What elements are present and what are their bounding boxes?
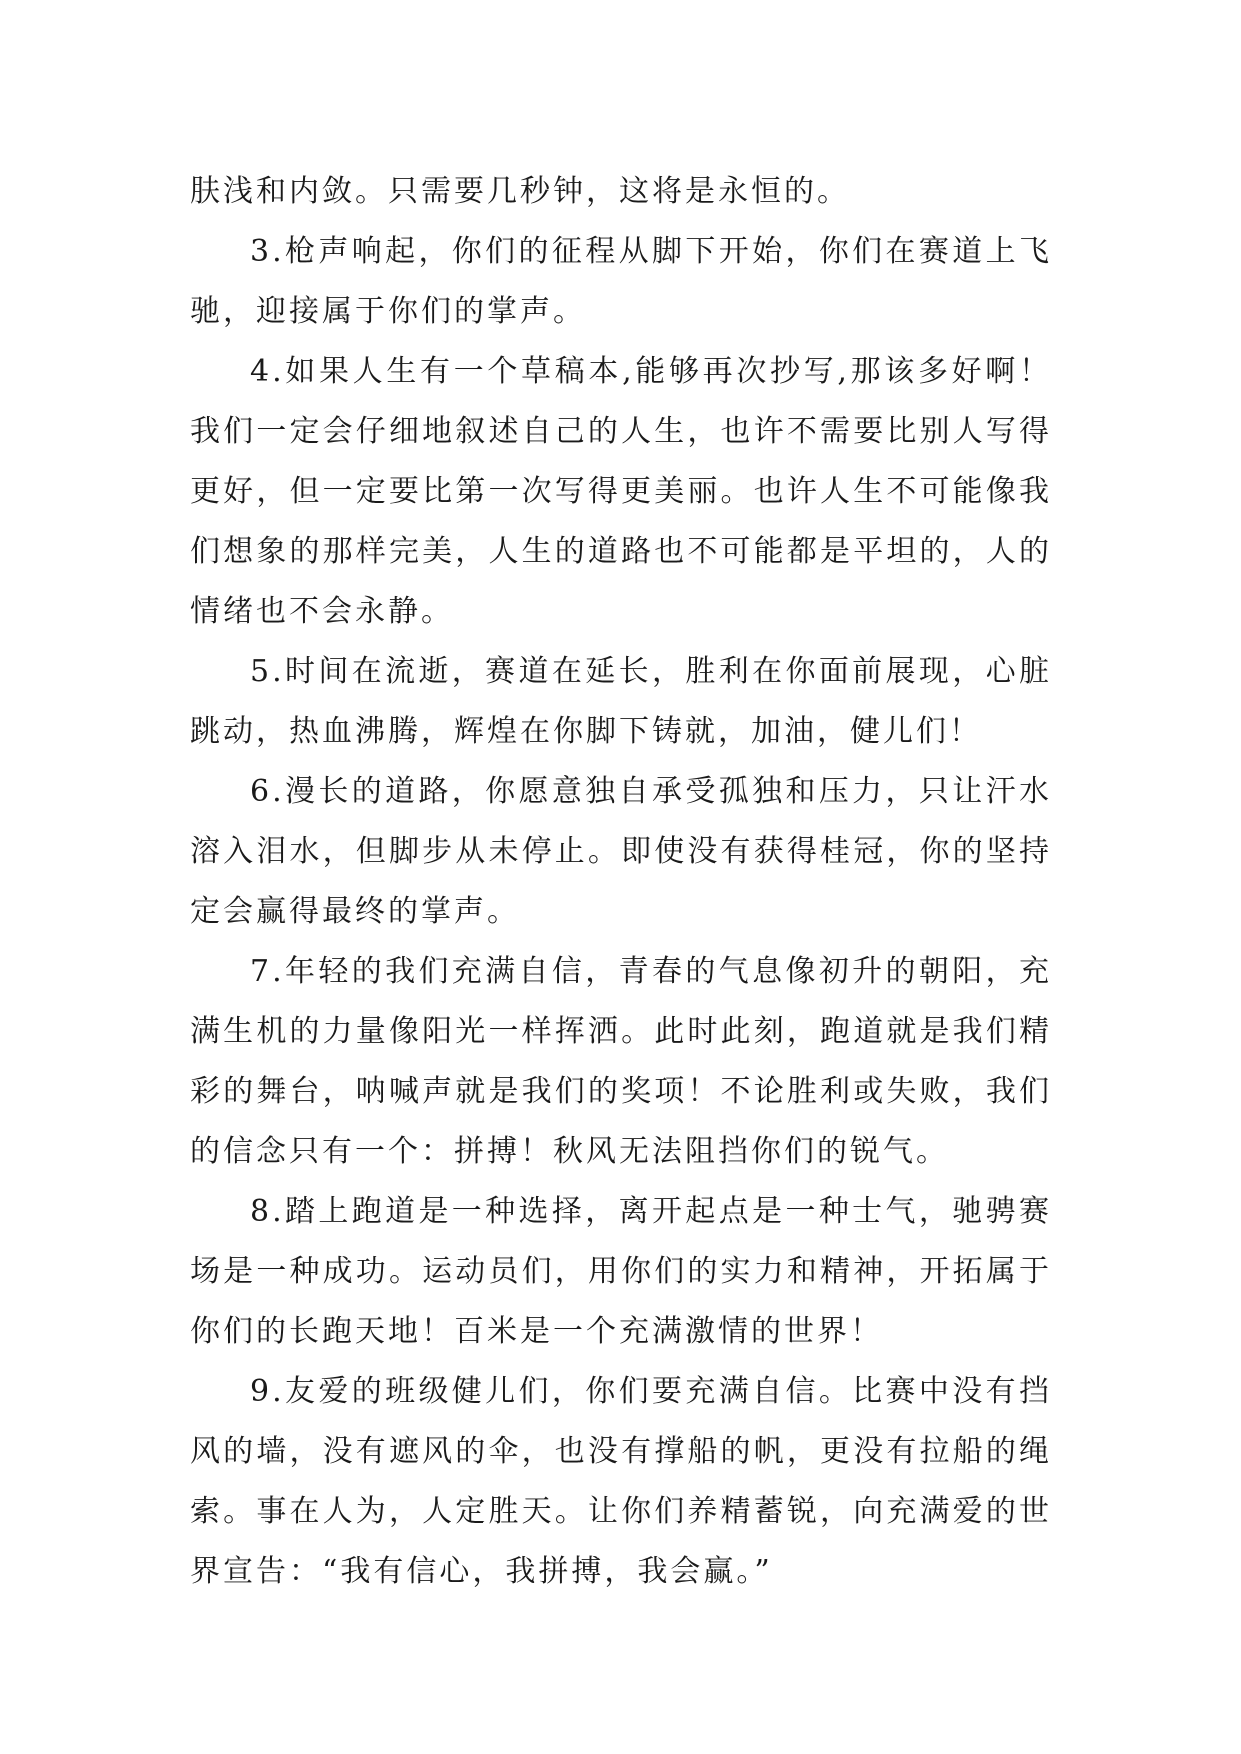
document-body — [190, 162, 1052, 1602]
paragraph-item-3: 3.枪声响起，你们的征程从脚下开始，你们在赛道上飞驰，迎接属于你们的掌声。 — [190, 234, 1052, 329]
paragraph-item-5: 5.时间在流逝，赛道在延长，胜利在你面前展现，心脏跳动，热血沸腾，辉煌在你脚下铸就，加油，健儿们！ — [190, 654, 1052, 749]
paragraph-item-6: 6.漫长的道路，你愿意独自承受孤独和压力，只让汗水溶入泪水，但脚步从未停止。即使没有获得桂冠，你的坚持定会赢得最终的掌声。 — [190, 774, 1052, 929]
paragraph-continuation: 肤浅和内敛。只需要几秒钟，这将是永恒的。 — [190, 174, 850, 209]
paragraph-item-7: 7.年轻的我们充满自信，青春的气息像初升的朝阳，充满生机的力量像阳光一样挥洒。此时此刻，跑道就是我们精彩的舞台，呐喊声就是我们的奖项！不论胜利或失败，我们的信念只有一个：拼搏！秋风无法阻挡你们的锐气。 — [190, 954, 1052, 1169]
paragraph-item-8: 8.踏上跑道是一种选择，离开起点是一种士气，驰骋赛场是一种成功。运动员们，用你们的实力和精神，开拓属于你们的长跑天地！百米是一个充满激情的世界！ — [190, 1194, 1052, 1349]
paragraph-item-9: 9.友爱的班级健儿们，你们要充满自信。比赛中没有挡风的墙，没有遮风的伞，也没有撑船的帆，更没有拉船的绳索。事在人为，人定胜天。让你们养精蓄锐，向充满爱的世界宣告：“我有信心，我拼搏，我会赢。” — [190, 1374, 1052, 1589]
paragraph-item-4: 4.如果人生有一个草稿本,能够再次抄写,那该多好啊！我们一定会仔细地叙述自己的人生，也许不需要比别人写得更好，但一定要比第一次写得更美丽。也许人生不可能像我们想象的那样完美，人生的道路也不可能都是平坦的，人的情绪也不会永静。 — [190, 354, 1052, 629]
